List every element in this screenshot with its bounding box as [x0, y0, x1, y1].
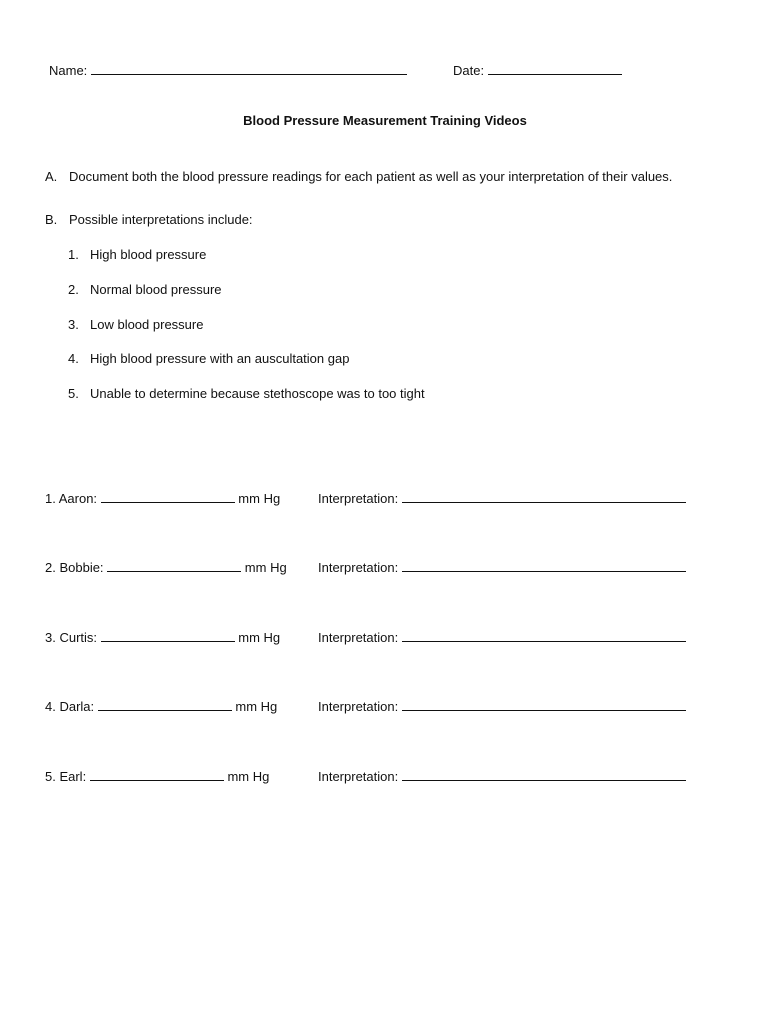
list-text: Low blood pressure	[90, 317, 204, 332]
list-text: High blood pressure with an auscultation gap	[90, 351, 350, 366]
list-text: High blood pressure	[90, 247, 207, 262]
instruction-letter: B.	[45, 212, 58, 227]
instruction-text: Document both the blood pressure readings for each patient as well as your interpretation of their values.	[69, 169, 673, 184]
reading-input-line[interactable]	[101, 490, 235, 503]
interpretation-field[interactable]	[318, 698, 686, 715]
reading-input-line[interactable]	[98, 698, 232, 711]
date-field[interactable]	[453, 62, 622, 79]
name-label: Name:	[49, 63, 88, 78]
patient-label: 2. Bobbie:	[45, 560, 104, 575]
patient-label: 3. Curtis:	[45, 630, 98, 645]
list-number: 3.	[68, 317, 79, 332]
interpretation-field[interactable]	[318, 629, 686, 646]
list-item	[68, 282, 222, 298]
patient-row-darla	[45, 698, 277, 715]
name-field[interactable]	[49, 62, 407, 79]
date-input-line[interactable]	[488, 62, 622, 75]
patient-label: 4. Darla:	[45, 699, 95, 714]
interpretation-input-line[interactable]	[402, 629, 686, 642]
patient-label: 5. Earl:	[45, 769, 87, 784]
list-number: 5.	[68, 386, 79, 401]
unit-label: mm Hg	[244, 560, 287, 575]
list-number: 4.	[68, 351, 79, 366]
interpretation-field[interactable]	[318, 490, 686, 507]
instruction-letter: A.	[45, 169, 58, 184]
interpretation-label: Interpretation:	[318, 491, 399, 506]
list-number: 2.	[68, 282, 79, 297]
interpretation-label: Interpretation:	[318, 630, 399, 645]
unit-label: mm Hg	[235, 699, 278, 714]
interpretation-input-line[interactable]	[402, 559, 686, 572]
patient-row-curtis	[45, 629, 280, 646]
patient-row-bobbie	[45, 559, 287, 576]
patient-row-aaron	[45, 490, 280, 507]
unit-label: mm Hg	[238, 491, 281, 506]
patient-label: 1. Aaron:	[45, 491, 98, 506]
interpretation-field[interactable]	[318, 559, 686, 576]
patient-row-earl	[45, 768, 269, 785]
list-item	[68, 386, 425, 402]
unit-label: mm Hg	[238, 630, 281, 645]
list-text: Unable to determine because stethoscope was to too tight	[90, 386, 425, 401]
reading-input-line[interactable]	[90, 768, 224, 781]
interpretation-label: Interpretation:	[318, 699, 399, 714]
interpretation-input-line[interactable]	[402, 698, 686, 711]
name-input-line[interactable]	[91, 62, 407, 75]
instruction-text: Possible interpretations include:	[69, 212, 253, 227]
unit-label: mm Hg	[227, 769, 270, 784]
list-item	[68, 317, 203, 333]
interpretation-label: Interpretation:	[318, 769, 399, 784]
instruction-a	[45, 169, 672, 185]
list-text: Normal blood pressure	[90, 282, 222, 297]
interpretation-label: Interpretation:	[318, 560, 399, 575]
page-title: Blood Pressure Measurement Training Videos	[243, 113, 527, 128]
date-label: Date:	[453, 63, 485, 78]
instruction-b	[45, 212, 253, 228]
list-number: 1.	[68, 247, 79, 262]
interpretation-input-line[interactable]	[402, 490, 686, 503]
interpretation-field[interactable]	[318, 768, 686, 785]
list-item	[68, 247, 206, 263]
reading-input-line[interactable]	[101, 629, 235, 642]
reading-input-line[interactable]	[107, 559, 241, 572]
interpretation-input-line[interactable]	[402, 768, 686, 781]
list-item	[68, 351, 349, 367]
